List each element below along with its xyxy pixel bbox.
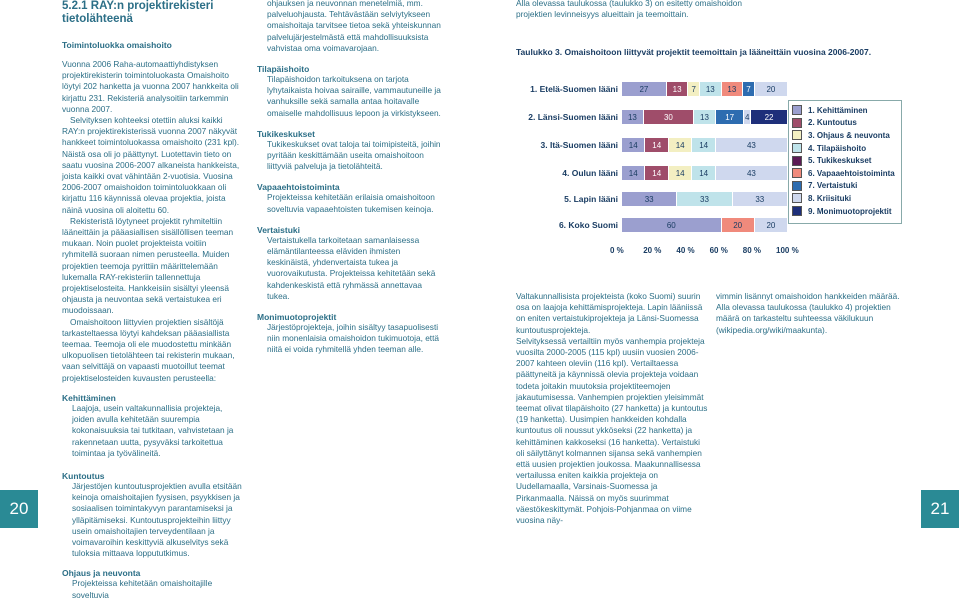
bar-segment: 14 [669, 138, 692, 152]
bar-row [622, 192, 788, 206]
bar-segment: 13 [700, 82, 722, 96]
bar-plot [622, 70, 788, 250]
bar-segment: 33 [677, 192, 732, 206]
y-axis-label: 6. Koko Suomi [558, 220, 618, 230]
bar-segment: 13 [622, 110, 644, 124]
legend-item [789, 104, 901, 117]
bar-segment: 22 [751, 110, 788, 124]
legend-swatch [792, 193, 802, 203]
bar-segment: 14 [645, 166, 668, 180]
bar-segment: 7 [688, 82, 700, 96]
y-axis-label: 5. Lapin lääni [564, 194, 618, 204]
page-number-right-text: 21 [930, 499, 950, 518]
x-tick-label: 60 % [709, 246, 728, 255]
legend-item [789, 205, 901, 218]
intro-paragraph: Alla olevassa taulukossa (taulukko 3) on esitetty omaishoidon projektien levinneisyys alueittain ja teemoittain. [516, 0, 742, 20]
legend-item [789, 154, 901, 167]
heading-vapaaehtoistoiminta: Vapaaehtoistoiminta [257, 182, 340, 193]
legend-swatch [792, 168, 802, 178]
y-axis-label: 3. Itä-Suomen lääni [540, 140, 618, 150]
legend-swatch [792, 130, 802, 140]
bar-segment: 14 [622, 138, 645, 152]
bar-segment: 14 [622, 166, 645, 180]
bar-row [622, 110, 788, 124]
bar-segment: 43 [716, 138, 788, 152]
bar-row [622, 166, 788, 180]
legend-swatch [792, 181, 802, 191]
bar-segment: 30 [644, 110, 694, 124]
paragraph: Vertaistukella tarkoitetaan samanlaisessa elämäntilanteessa eläviden ihmisten keskinäistä, yhdenvertaista tukea ja vuorovaikutusta. Projekteissa kehitetään sekä kahdenkeskistä että ryhmässä annettavaa tukea. [267, 234, 436, 301]
legend-label: 6. Vapaaehtoistoiminta [808, 168, 895, 178]
heading-tilapaishoito: Tilapäishoito [257, 64, 310, 75]
legend-swatch [792, 156, 802, 166]
legend-item [789, 192, 901, 205]
legend-label: 5. Tukikeskukset [808, 156, 872, 166]
paragraph: Tilapäishoidon tarkoituksena on tarjota lyhytaikaista hoivaa sairaille, vammautuneille ja vanhuksille sekä samalla antaa hoitavalle omaiselle mahdollisuus lepoon ja virkistykseen. [267, 74, 441, 118]
x-tick-label: 80 % [742, 246, 762, 255]
y-axis-label: 2. Länsi-Suomen lääni [528, 112, 618, 122]
legend-label: 3. Ohjaus & neuvonta [808, 130, 890, 140]
paragraph-right-a: Valtakunnallisista projekteista (koko Suomi) suurin osa on laajoja kehittämisprojekteja. Lapin lääniissä on eniten vertaistukiprojekteja ja Länsi-Suomessa kuntoutusprojekteja. Selvityksessä vertailtiin myös vanhempia projekteja vuosilta 2000-2005 (115 kpl) uusiin vuosien 2006-2007 kahteen oleviin (116 kpl). Vertailtaessa päättyneitä ja käynnissä olevia projekteja voidaan todeta joitakin muutoksia projektiteemojen jakautumisessa. Vanhempien projektien yleisimmät teemat olivat tilapäishoito (27 hanketta) ja kuntoutus (19 hanketta). Uusimpien hankkeiden kohdalla kuntoutus oli noussut ykköseksi (22 hanketta) ja kehittäminen kakkoseksi (16 hanketta). Vertaistuki oli säilyttänyt kolmannen sijansa sekä vanhempien että uusien projektien joukossa. Maakunnallisessa vertailussa eniten kaikkia projekteja on Uudellamaalla, Varsinais-Suomessa ja Pirkanmaalla. Näissä on myös suurimmat väestökeskittymät. Pohjois-Pohjanmaa on viime vuosina näy- [516, 291, 708, 526]
paragraph: Järjestöprojekteja, joihin sisältyy tasapuolisesti niin monenlaisia omaishoidon tukimuotoja, että niitä ei voida ryhmitellä yhden teeman alle. [267, 322, 440, 355]
bar-segment: 17 [716, 110, 745, 124]
paragraph: ohjauksen ja neuvonnan menetelmiä, mm. palveluohjausta. Tehtävästään selviytykseen omaishoitaja tarvitsee tietoa sekä yhteiskunnan palvelujärjestelmästä että mahdollisuuksista vahvistaa oma voimavarojaan. [267, 0, 441, 53]
paragraph: Tukikeskukset ovat taloja tai toimipisteitä, joihin pyritään keskittämään useita omaishoitoon liittyviä palveluja ja tietolähteitä. [267, 138, 441, 172]
left-column [62, 0, 242, 601]
paragraph: Laajoja, usein valtakunnallisia projekteja, joiden avulla kehitetään suurempia kokonaisuuksia tai tutkitaan, vahvistetaan ja rakennetaan uutta, pysyväksi tarkoitettua toimintaa ja työvälineitä. [72, 402, 234, 458]
page-number-left-text: 20 [9, 499, 29, 518]
bar-segment: 20 [755, 82, 788, 96]
legend-label: 2. Kuntoutus [808, 118, 857, 128]
bar-segment: 13 [722, 82, 744, 96]
y-axis-label: 1. Etelä-Suomen lääni [530, 84, 618, 94]
bar-row [622, 82, 788, 96]
bar-segment: 33 [622, 192, 677, 206]
heading-kuntoutus: Kuntoutus [62, 470, 105, 481]
y-axis-label: 4. Oulun lääni [562, 168, 618, 178]
legend-item [789, 117, 901, 130]
legend-item [789, 167, 901, 180]
x-tick-label: 100 % [776, 246, 799, 255]
section-title: 5.2.1 RAY:n projektirekisteri tietolähteenä [62, 0, 214, 25]
legend-label: 1. Kehittäminen [808, 105, 868, 115]
x-tick-label: 0 % [610, 246, 624, 255]
bar-segment: 60 [622, 218, 722, 232]
paragraph-right-b: vimmin lisännyt omaishoidon hankkeiden määrää. Alla olevassa taulukossa (taulukko 4) projektien määrä on tarkasteltu suhteessa väkilukuun (wikipedia.org/wiki/maakunta). [716, 291, 900, 335]
paragraph: Selvityksen kohteeksi otettiin aluksi kaikki RAY:n projektirekisterissä vuonna 2007 näkyvät hankkeet toimintoluokassa omaishoito (231 kpl). Näistä osa oli jo päättynyt. Luotettavin tieto on saatu vuosina 2006-2007 alkaneista hankkeista, joista kaikki ovat vähintään 2-vuotisia. Vuosina 2006-2007 omaishoidon toimintoluokkaan oli kirjattu 116 käynnissä olevaa projektia, joista näinä vuosina oli aloitettu 60. [62, 115, 240, 215]
bar-segment: 20 [755, 218, 788, 232]
legend-item [789, 129, 901, 142]
bar-segment: 4 [744, 110, 751, 124]
heading-ohjaus: Ohjaus ja neuvonta [62, 568, 141, 579]
paragraph: Projekteissa kehitetään erilaisia omaishoitoon soveltuvia vapaaehtoisten tukemisen keinoja. [267, 192, 435, 214]
legend-item [789, 180, 901, 193]
bar-segment: 7 [743, 82, 755, 96]
section-label: Toimintoluokka omaishoito [62, 40, 172, 50]
bar-segment: 14 [645, 138, 668, 152]
legend-swatch [792, 143, 802, 153]
paragraph: Omaishoitoon liittyvien projektien sisältöjä tarkasteltaessa löytyi kahdeksan pääasiallista teemaa. Teemoja oli ele muodostettu minkään ulkopuolisen tietolähteen tai rekisterin mukaan, vaan selvittäjä on vapaasti muotoillut teemat projektiselosteiden kuvausten perusteella: [62, 316, 235, 383]
bar-segment: 27 [622, 82, 667, 96]
bar-segment: 14 [692, 138, 715, 152]
legend-swatch [792, 118, 802, 128]
legend-swatch [792, 206, 802, 216]
x-tick-label: 40 % [676, 246, 695, 255]
heading-vertaistuki: Vertaistuki [257, 224, 300, 235]
legend-label: 9. Monimuotoprojektit [808, 206, 892, 216]
paragraph: Järjestöjen kuntoutusprojektien avulla etsitään keinoja omaishoitajien fyysisen, psyykkisen ja sosiaalisen toimintakyvyn parantamiseksi ja ylläpitämiseksi. Kuntoutusprojekteihin liittyy usein omaishoitajien terveydentilaan ja voimavaroihin keskittyviä alkuselvitys sekä tuloksia mittaava loppututkimus. [72, 480, 242, 559]
bar-segment: 13 [667, 82, 689, 96]
legend-swatch [792, 105, 802, 115]
bar-row [622, 218, 788, 232]
bar-segment: 13 [694, 110, 716, 124]
chart-legend [788, 100, 902, 224]
bar-segment: 43 [716, 166, 788, 180]
paragraph: Rekisteristä löytyneet projektit ryhmiteltiin lääneittäin ja pääasiallisen sisällöllisen teeman mukaan. Noin puolet projekteista voitiin ryhmitellä suoraan nimen perusteella. Muiden projektien teemoja pyrittiin määrittelemään lukemalla RAY-rekisteriin tallennettuja projektiselosteita. Hankkeisiin sisältyi yleensä ohjausta ja neuvontaa sekä vertaistukea eri muodoissaan. [62, 215, 234, 316]
bar-segment: 14 [692, 166, 715, 180]
heading-tukikeskukset: Tukikeskukset [257, 128, 315, 139]
page-number-left [0, 490, 38, 528]
legend-label: 7. Vertaistuki [808, 181, 858, 191]
paragraph: Vuonna 2006 Raha-automaattiyhdistyksen projektirekisterin toimintoluokasta Omaishoito löytyi 202 hanketta ja vuonna 2007 hankkeita oli kirjattu 231. Rekisteriä analysoitiin tarkemmin vuonna 2007. [62, 59, 239, 114]
bar-segment: 14 [669, 166, 692, 180]
bar-segment: 33 [733, 192, 788, 206]
legend-item [789, 142, 901, 155]
chart-area [510, 70, 800, 270]
legend-label: 8. Kriisituki [808, 193, 852, 203]
heading-kehittaminen: Kehittäminen [62, 392, 116, 403]
table-caption: Taulukko 3. Omaishoitoon liittyvät projektit teemoittain ja lääneittäin vuosina 2006-2007. [516, 47, 872, 57]
legend-label: 4. Tilapäishoito [808, 143, 867, 153]
bar-row [622, 138, 788, 152]
heading-monimuotoprojektit: Monimuotoprojektit [257, 312, 337, 323]
middle-column [257, 0, 442, 356]
page-number-right [921, 490, 959, 528]
paragraph: Projekteissa kehitetään omaishoitajille soveltuvia [72, 578, 213, 600]
x-tick-label: 20 % [643, 246, 662, 255]
bar-segment: 20 [722, 218, 755, 232]
